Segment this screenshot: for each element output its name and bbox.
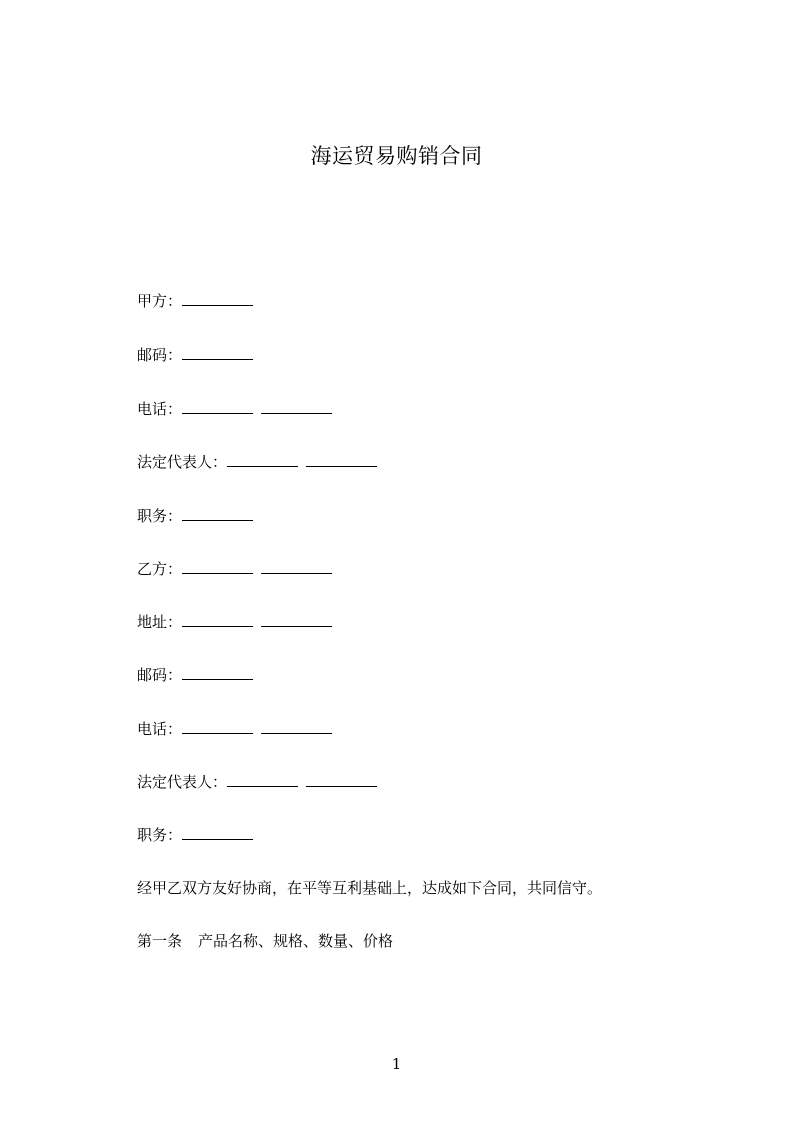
party-a-phone-label: 电话：: [137, 400, 183, 418]
party-b-line: [137, 558, 332, 580]
document-title: 海运贸易购销合同: [310, 144, 483, 168]
party-b-postcode-blank: [182, 664, 253, 680]
party-b-phone-line: [137, 718, 332, 740]
party-a-position-blank: [182, 505, 253, 521]
party-a-position-line: [137, 505, 253, 527]
party-b-phone-blank-2: [261, 718, 332, 734]
party-b-blank-1: [182, 558, 253, 574]
intro-text: 经甲乙双方友好协商，在平等互利基础上，达成如下合同，共同信守。: [137, 879, 603, 897]
party-a-phone-blank-2: [261, 398, 332, 414]
party-b-rep-blank-2: [306, 771, 377, 787]
party-b-label: 乙方：: [137, 560, 183, 578]
intro-paragraph: [137, 877, 602, 899]
party-b-blank-2: [261, 558, 332, 574]
party-a-label: 甲方：: [137, 292, 183, 310]
article-1-heading: [137, 930, 393, 952]
party-a-rep-blank-2: [306, 451, 377, 467]
party-b-position-line: [137, 824, 253, 846]
party-b-address-blank-2: [261, 611, 332, 627]
party-a-phone-line: [137, 398, 332, 420]
party-a-rep-label: 法定代表人：: [137, 453, 228, 471]
party-b-address-label: 地址：: [137, 613, 183, 631]
party-a-position-label: 职务：: [137, 507, 183, 525]
party-b-postcode-line: [137, 664, 253, 686]
party-a-phone-blank-1: [182, 398, 253, 414]
party-b-phone-blank-1: [182, 718, 253, 734]
party-a-postcode-blank: [182, 344, 253, 360]
article-1-title: 产品名称、规格、数量、价格: [198, 932, 394, 950]
party-a-rep-line: [137, 451, 377, 473]
party-b-address-line: [137, 611, 332, 633]
party-a-rep-blank-1: [227, 451, 298, 467]
party-b-phone-label: 电话：: [137, 720, 183, 738]
party-b-rep-blank-1: [227, 771, 298, 787]
page-number: 1: [391, 1055, 402, 1073]
party-b-address-blank-1: [182, 611, 253, 627]
party-b-position-label: 职务：: [137, 826, 183, 844]
article-1-number: 第一条: [137, 932, 183, 950]
party-b-rep-line: [137, 771, 377, 793]
party-a-postcode-label: 邮码：: [137, 346, 183, 364]
party-b-postcode-label: 邮码：: [137, 666, 183, 684]
party-b-position-blank: [182, 824, 253, 840]
party-a-postcode-line: [137, 344, 253, 366]
party-a-line: [137, 290, 253, 312]
party-b-rep-label: 法定代表人：: [137, 773, 228, 791]
party-a-blank: [182, 290, 253, 306]
